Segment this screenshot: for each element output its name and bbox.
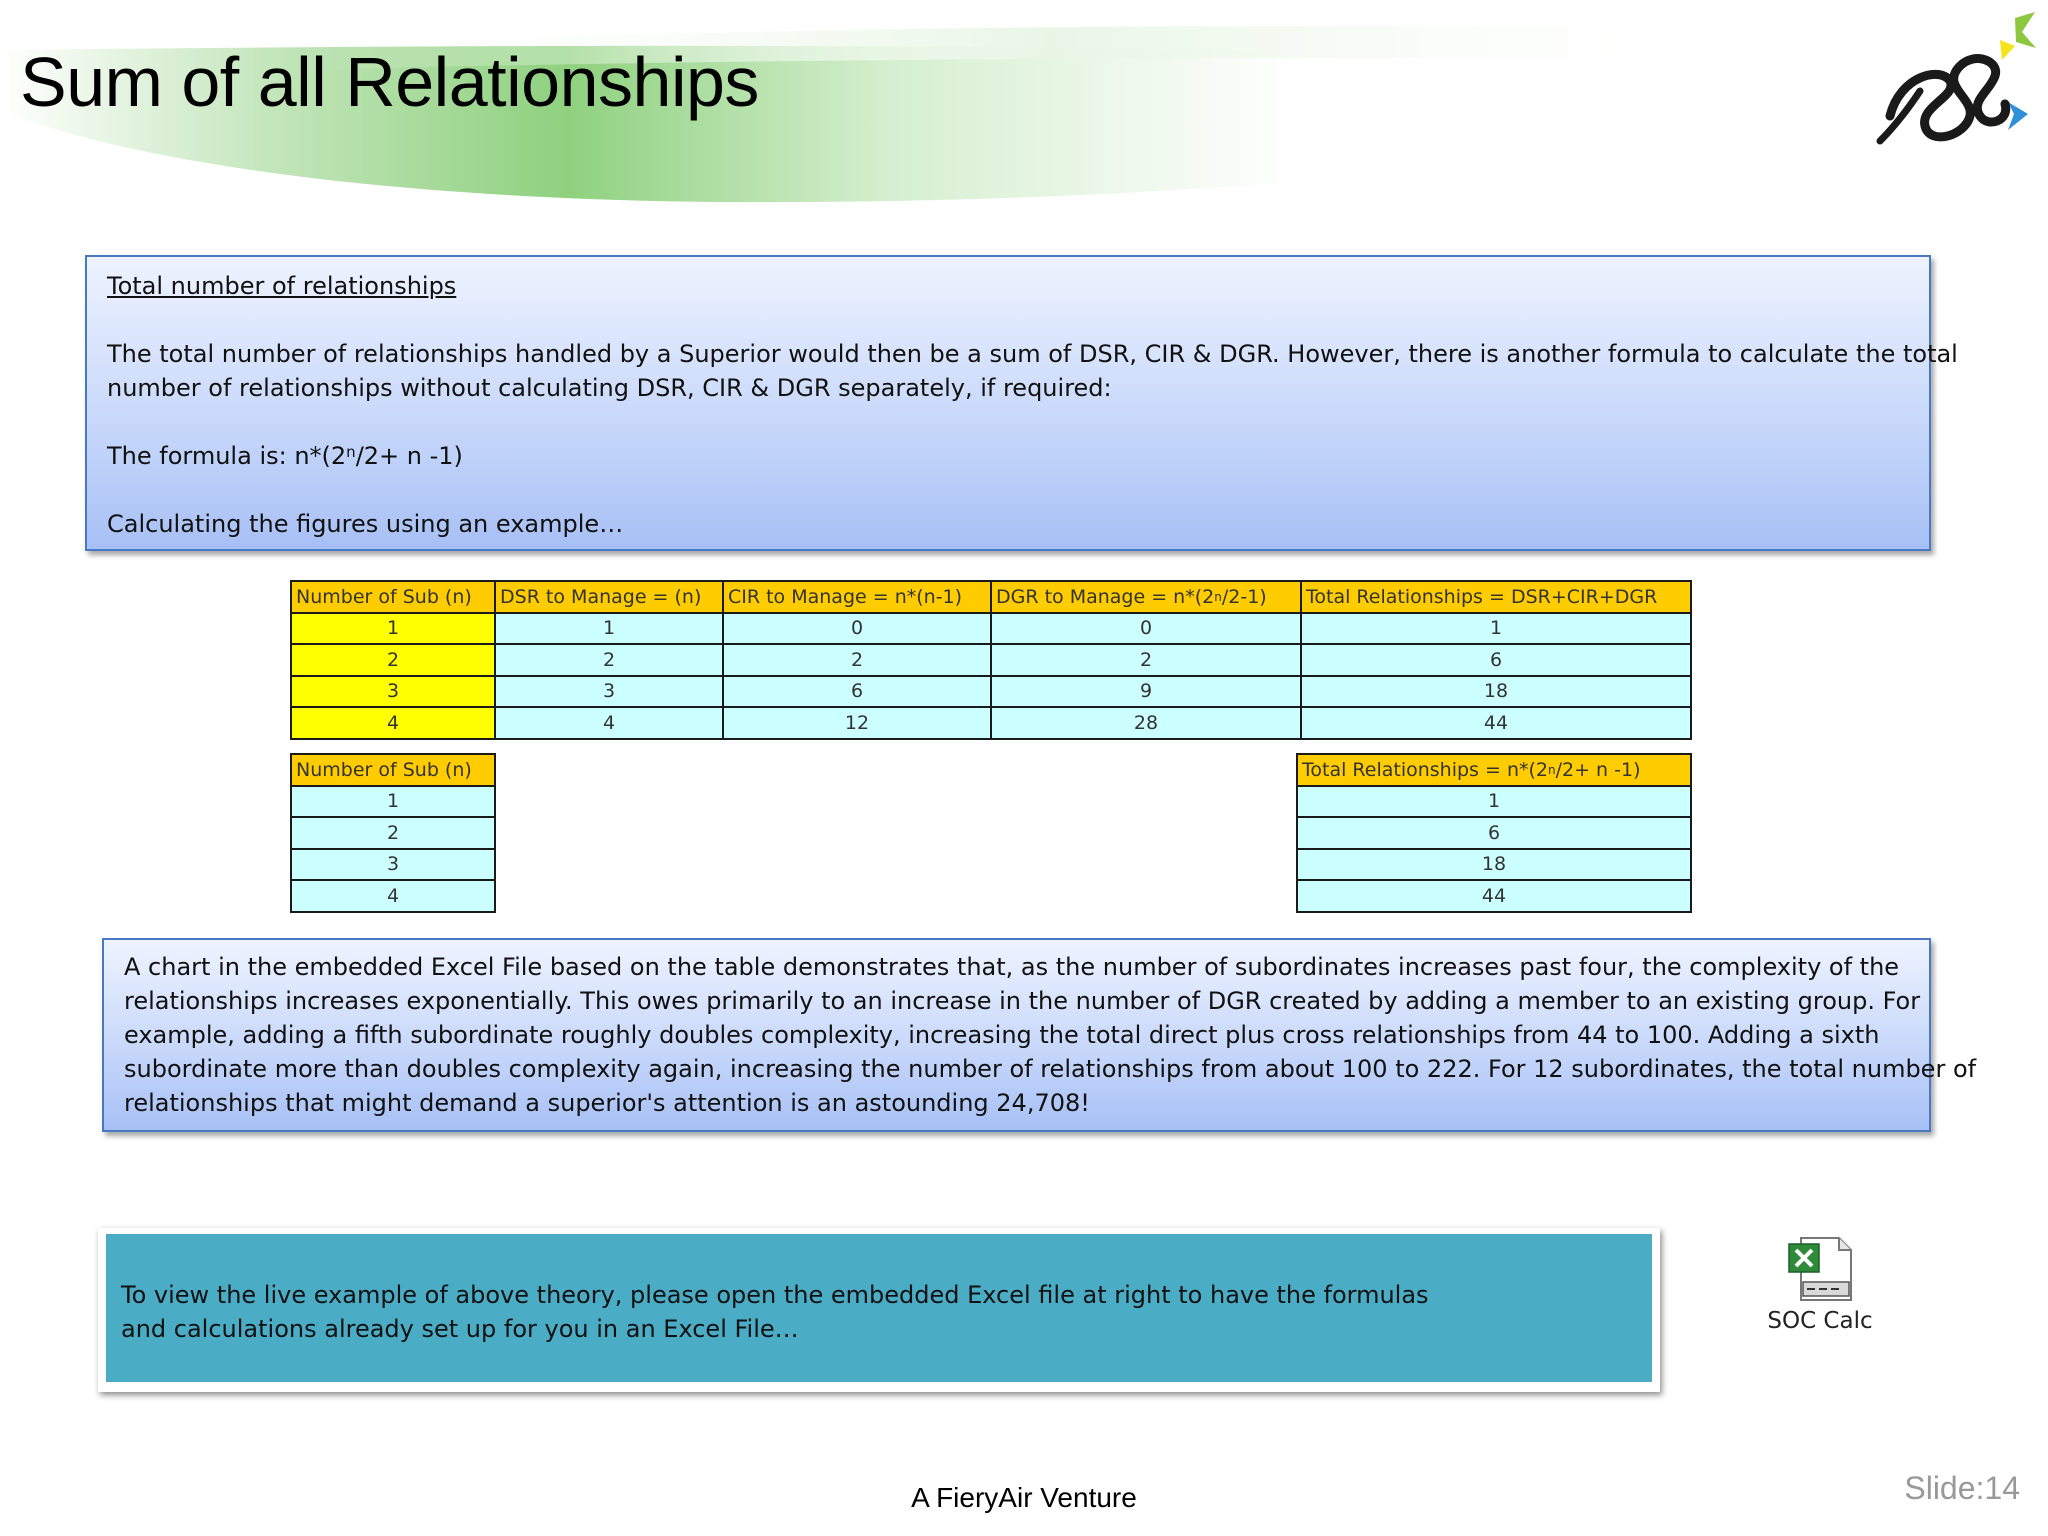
explanation-line: relationships that might demand a superior's attention is an astounding 24,708! [124, 1089, 1090, 1117]
chart-explanation-box [102, 938, 1977, 1132]
cell-dsr: 1 [495, 613, 723, 645]
excel-note-frame [98, 1228, 1660, 1392]
cell-dsr: 3 [495, 676, 723, 708]
header-total-suffix: /2+ n -1) [1555, 758, 1641, 781]
cell-total: 18 [1301, 676, 1691, 708]
cell-number-of-sub: 2 [291, 817, 495, 849]
header-number-of-sub: Number of Sub (n) [291, 754, 495, 786]
formula-text [107, 439, 1909, 473]
cell-dsr: 2 [495, 644, 723, 676]
table-row [291, 880, 495, 912]
intro-text-box [85, 255, 1958, 551]
table-row [291, 817, 495, 849]
cell-dgr: 0 [991, 613, 1301, 645]
header-dgr [991, 581, 1301, 613]
relationships-table [290, 580, 1692, 740]
explanation-line: A chart in the embedded Excel File based on the table demonstrates that, as the number of subordinates increases past four, the complexity of the [124, 953, 1900, 981]
header-dgr-suffix: /2-1) [1221, 585, 1267, 608]
cell-cir: 12 [723, 707, 991, 739]
header-dsr: DSR to Manage = (n) [495, 581, 723, 613]
company-logo [1870, 6, 2040, 156]
header-number-of-sub: Number of Sub (n) [291, 581, 495, 613]
cell-number-of-sub: 3 [291, 849, 495, 881]
cell-cir: 6 [723, 676, 991, 708]
excel-file-label: SOC Calc [1767, 1308, 1873, 1334]
cell-dgr: 28 [991, 707, 1301, 739]
cell-number-of-sub: 1 [291, 786, 495, 818]
header-dgr-sup: n [1214, 589, 1222, 604]
cell-dgr: 9 [991, 676, 1301, 708]
cell-number-of-sub: 4 [291, 707, 495, 739]
table-row [1297, 817, 1691, 849]
cell-total-relationships: 1 [1297, 786, 1691, 818]
table-header-row [291, 754, 495, 786]
note-line-2: and calculations already set up for you in an Excel File… [121, 1315, 799, 1343]
table-header-row [291, 581, 1691, 613]
header-cir: CIR to Manage = n*(n-1) [723, 581, 991, 613]
table-row [291, 849, 495, 881]
header-total-prefix: Total Relationships = n*(2 [1302, 758, 1548, 781]
cell-number-of-sub: 2 [291, 644, 495, 676]
cell-dgr: 2 [991, 644, 1301, 676]
example-intro: Calculating the figures using an example… [107, 510, 624, 538]
cell-total-relationships: 44 [1297, 880, 1691, 912]
intro-heading: Total number of relationships [107, 272, 457, 300]
note-line-1: To view the live example of above theory, please open the embedded Excel file at right to have the formulas [121, 1281, 1429, 1309]
table-header-row [1297, 754, 1691, 786]
excel-note-box [106, 1234, 1652, 1382]
cell-cir: 2 [723, 644, 991, 676]
cell-cir: 0 [723, 613, 991, 645]
formula-superscript: n [346, 443, 356, 461]
slide-number: Slide:14 [1904, 1470, 2020, 1506]
table-row [1297, 849, 1691, 881]
intro-line-2: number of relationships without calculating DSR, CIR & DGR separately, if required: [107, 374, 1112, 402]
intro-line-1: The total number of relationships handled by a Superior would then be a sum of DSR, CIR & DGR. However, there is another formula to calculate the total [107, 340, 1958, 368]
header-total: Total Relationships = DSR+CIR+DGR [1301, 581, 1691, 613]
table-row [1297, 786, 1691, 818]
cell-total: 6 [1301, 644, 1691, 676]
cell-total-relationships: 6 [1297, 817, 1691, 849]
cell-number-of-sub: 3 [291, 676, 495, 708]
subordinates-table [290, 753, 496, 913]
total-formula-table [1296, 753, 1692, 913]
excel-file-icon [1785, 1236, 1855, 1302]
header-dgr-prefix: DGR to Manage = n*(2 [996, 585, 1215, 608]
header-total-formula [1297, 754, 1691, 786]
table-row [291, 613, 1691, 645]
explanation-line: subordinate more than doubles complexity again, increasing the number of relationships from about 100 to 222. For 12 subordinates, the total number of [124, 1055, 1977, 1083]
cell-total: 1 [1301, 613, 1691, 645]
explanation-line: example, adding a fifth subordinate roughly doubles complexity, increasing the total direct plus cross relationships from 44 to 100. Adding a sixth [124, 1021, 1880, 1049]
header-total-sup: n [1548, 762, 1556, 777]
table-row [291, 676, 1691, 708]
footer-text: A FieryAir Venture [911, 1482, 1137, 1513]
cell-total-relationships: 18 [1297, 849, 1691, 881]
formula-prefix: The formula is: n*(2 [107, 442, 347, 470]
table-row [1297, 880, 1691, 912]
cell-total: 44 [1301, 707, 1691, 739]
slide-title: Sum of all Relationships [20, 43, 759, 121]
table-row [291, 644, 1691, 676]
table-row [291, 786, 495, 818]
explanation-line: relationships increases exponentially. This owes primarily to an increase in the number of DGR created by adding a member to an existing group. For [124, 987, 1921, 1015]
cell-number-of-sub: 1 [291, 613, 495, 645]
table-row [291, 707, 1691, 739]
intro-paragraph [107, 337, 1958, 405]
cell-number-of-sub: 4 [291, 880, 495, 912]
formula-suffix: /2+ n -1) [355, 442, 463, 470]
embedded-excel-file[interactable] [1760, 1236, 1880, 1346]
cell-dsr: 4 [495, 707, 723, 739]
